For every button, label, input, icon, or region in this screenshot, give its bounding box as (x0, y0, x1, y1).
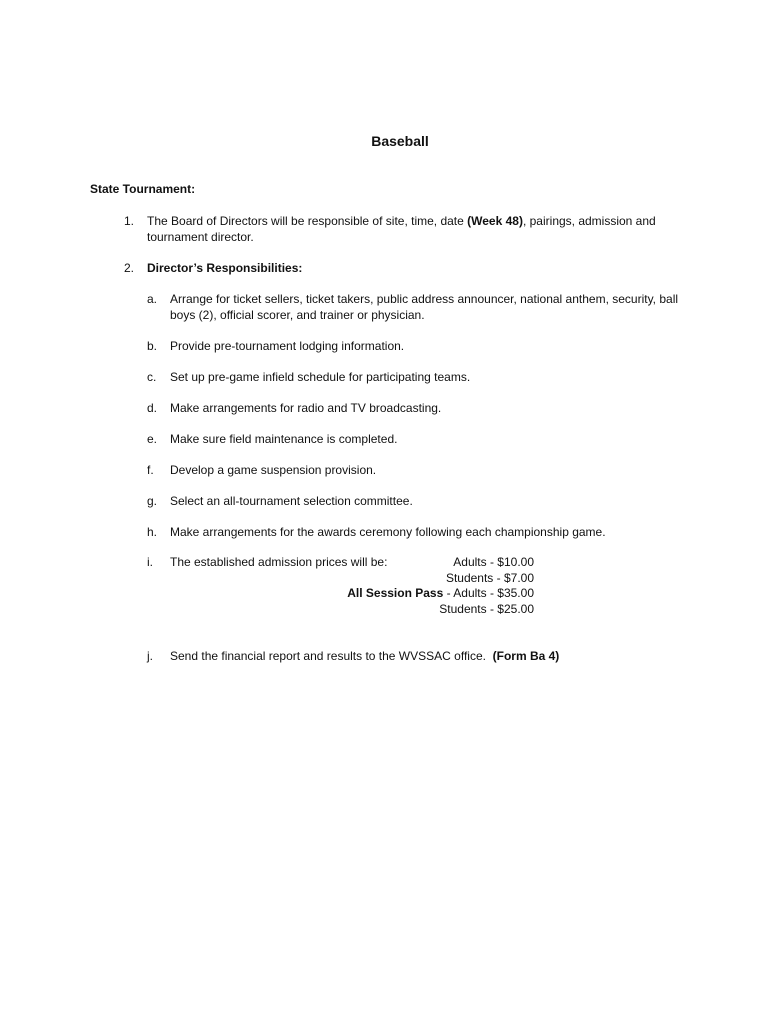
item-text: The established admission prices will be: (170, 555, 388, 569)
item-text: Make arrangements for radio and TV broadcasting. (170, 401, 442, 415)
item-text: Develop a game suspension provision. (170, 463, 377, 477)
item-text: Set up pre-game infield schedule for participating teams. (170, 370, 471, 384)
sub-item-d (147, 401, 692, 417)
numbered-item-1 (124, 214, 694, 245)
sub-item-c (147, 370, 692, 386)
item-marker: j. (147, 649, 153, 663)
item-text: Arrange for ticket sellers, ticket takers, public address announcer, national anthem, security, ball boys (2), official scorer, and trainer or physician. (170, 292, 679, 322)
item-text-part: , pairings, admission and tournament director. (147, 214, 656, 244)
item-marker: i. (147, 555, 153, 569)
item-text-part: Send the financial report and results to the WVSSAC office. (170, 649, 493, 663)
item-text (170, 649, 692, 665)
sub-item-h (147, 525, 692, 541)
sub-item-f (147, 463, 692, 479)
item-marker: h. (147, 525, 158, 539)
responsibilities-heading: Director’s Responsibilities: (147, 261, 303, 275)
price-adults: Adults - $10.00 (453, 555, 534, 569)
item-text-part: The Board of Directors will be responsible of site, time, date (147, 214, 468, 228)
sub-item-g (147, 494, 692, 510)
item-marker: e. (147, 432, 158, 446)
item-marker: b. (147, 339, 158, 353)
price-session-students: Students - $25.00 (439, 601, 534, 616)
item-text: Make arrangements for the awards ceremony following each championship game. (170, 525, 606, 539)
price-students: Students - $7.00 (445, 570, 534, 585)
sub-item-e (147, 432, 692, 448)
item-marker: c. (147, 370, 157, 384)
item-text: Provide pre-tournament lodging information. (170, 339, 405, 353)
item-heading (147, 261, 694, 277)
item-marker: 2. (124, 261, 135, 275)
sub-item-a (147, 292, 692, 323)
item-text: Select an all-tournament selection committee. (170, 494, 413, 508)
sub-item-j (147, 649, 692, 665)
item-marker: 1. (124, 214, 135, 228)
price-session-adults (300, 586, 534, 602)
price-text: - Adults - $35.00 (443, 586, 534, 600)
item-text (147, 214, 694, 245)
item-marker: g. (147, 494, 158, 508)
section-heading: State Tournament: (90, 182, 196, 196)
week-reference: (Week 48) (467, 214, 523, 228)
item-marker: f. (147, 463, 154, 477)
numbered-item-2 (124, 261, 694, 277)
form-reference: (Form Ba 4) (492, 649, 560, 663)
item-marker: d. (147, 401, 158, 415)
all-session-pass-label: All Session Pass (347, 586, 444, 600)
sub-item-b (147, 339, 692, 355)
item-text: Make sure field maintenance is completed. (170, 432, 398, 446)
admission-prices (300, 555, 534, 617)
item-marker: a. (147, 292, 158, 306)
page-title: Baseball (371, 133, 429, 149)
